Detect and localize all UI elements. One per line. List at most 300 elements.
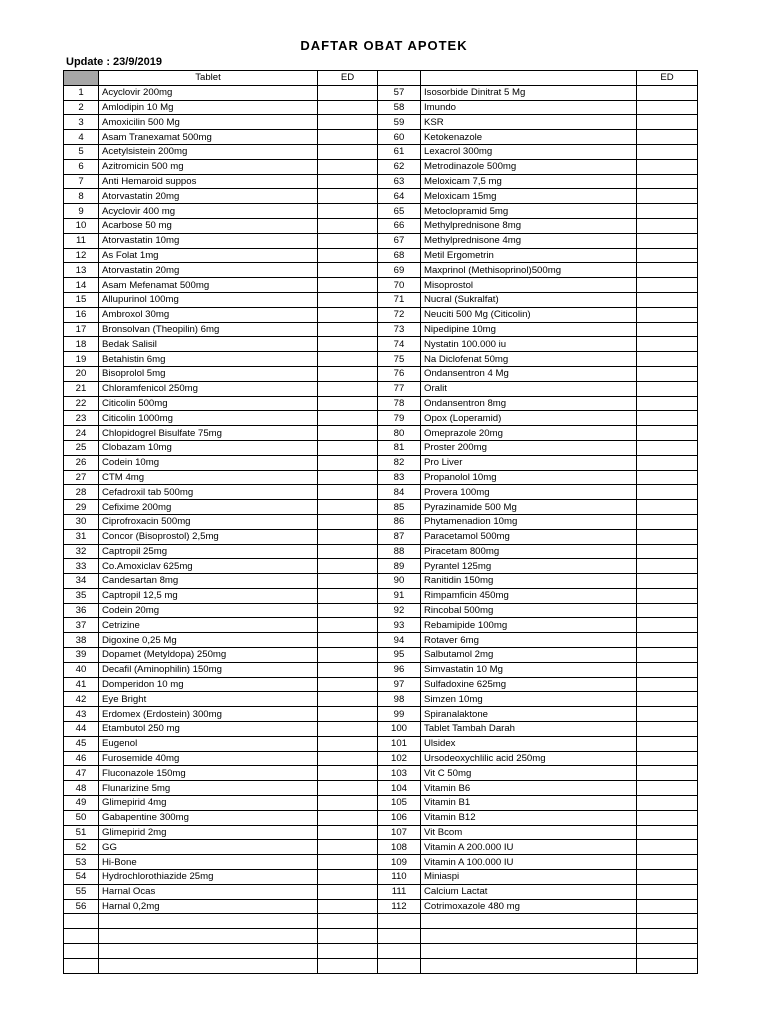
ed-cell — [637, 130, 698, 145]
table-row — [64, 85, 698, 100]
medicine-name: Acarbose 50 mg — [99, 218, 318, 233]
ed-cell — [637, 159, 698, 174]
row-number: 2 — [64, 100, 99, 115]
empty-cell — [421, 929, 637, 944]
medicine-name: Bisoprolol 5mg — [99, 366, 318, 381]
medicine-name: KSR — [421, 115, 637, 130]
ed-cell — [318, 366, 378, 381]
empty-cell — [99, 914, 318, 929]
table-row — [64, 588, 698, 603]
medicine-name: Rincobal 500mg — [421, 603, 637, 618]
ed-cell — [318, 736, 378, 751]
medicine-name: Betahistin 6mg — [99, 352, 318, 367]
row-number: 53 — [64, 855, 99, 870]
row-number: 82 — [378, 455, 421, 470]
medicine-name: Clobazam 10mg — [99, 440, 318, 455]
empty-row — [64, 929, 698, 944]
medicine-name: Gabapentine 300mg — [99, 810, 318, 825]
table-row — [64, 662, 698, 677]
medicine-name: Misoprostol — [421, 278, 637, 293]
medicine-name: Sulfadoxine 625mg — [421, 677, 637, 692]
ed-cell — [318, 485, 378, 500]
empty-row — [64, 944, 698, 959]
ed-cell — [637, 692, 698, 707]
ed-cell — [318, 707, 378, 722]
empty-cell — [378, 914, 421, 929]
row-number: 31 — [64, 529, 99, 544]
ed-cell — [637, 426, 698, 441]
ed-cell — [318, 100, 378, 115]
ed-cell — [318, 455, 378, 470]
medicine-name: Nystatin 100.000 iu — [421, 337, 637, 352]
table-row — [64, 278, 698, 293]
empty-cell — [318, 929, 378, 944]
row-number: 11 — [64, 233, 99, 248]
table-row — [64, 204, 698, 219]
medicine-name: Simvastatin 10 Mg — [421, 662, 637, 677]
row-number: 18 — [64, 337, 99, 352]
ed-cell — [318, 618, 378, 633]
medicine-name: Anti Hemaroid suppos — [99, 174, 318, 189]
ed-cell — [637, 307, 698, 322]
ed-cell — [318, 722, 378, 737]
ed-cell — [318, 870, 378, 885]
medicine-name: Meloxicam 7,5 mg — [421, 174, 637, 189]
row-number: 76 — [378, 366, 421, 381]
empty-row — [64, 914, 698, 929]
medicine-name: Miniaspi — [421, 870, 637, 885]
medicine-name: Erdomex (Erdostein) 300mg — [99, 707, 318, 722]
medicine-name: Candesartan 8mg — [99, 574, 318, 589]
empty-cell — [99, 929, 318, 944]
medicine-name: Harnal 0,2mg — [99, 899, 318, 914]
row-number: 84 — [378, 485, 421, 500]
row-number: 100 — [378, 722, 421, 737]
ed-cell — [318, 884, 378, 899]
medicine-name: Ketokenazole — [421, 130, 637, 145]
empty-cell — [637, 914, 698, 929]
medicine-name: Proster 200mg — [421, 440, 637, 455]
medicine-name: Neuciti 500 Mg (Citicolin) — [421, 307, 637, 322]
row-number: 39 — [64, 648, 99, 663]
ed-cell — [637, 174, 698, 189]
medicine-name: Atorvastatin 20mg — [99, 189, 318, 204]
ed-cell — [637, 781, 698, 796]
header-tablet: Tablet — [99, 71, 318, 86]
table-row — [64, 144, 698, 159]
medicine-name: Vit C 50mg — [421, 766, 637, 781]
ed-cell — [637, 840, 698, 855]
table-row — [64, 810, 698, 825]
ed-cell — [637, 870, 698, 885]
row-number: 70 — [378, 278, 421, 293]
table-row — [64, 292, 698, 307]
ed-cell — [318, 337, 378, 352]
medicine-name: Acyclovir 400 mg — [99, 204, 318, 219]
table-body — [64, 85, 698, 973]
medicine-name: Opox (Loperamid) — [421, 411, 637, 426]
ed-cell — [637, 85, 698, 100]
row-number: 87 — [378, 529, 421, 544]
ed-cell — [318, 514, 378, 529]
row-number: 35 — [64, 588, 99, 603]
ed-cell — [318, 218, 378, 233]
ed-cell — [637, 248, 698, 263]
ed-cell — [318, 159, 378, 174]
ed-cell — [637, 411, 698, 426]
row-number: 97 — [378, 677, 421, 692]
row-number: 75 — [378, 352, 421, 367]
ed-cell — [318, 352, 378, 367]
medicine-name: Salbutamol 2mg — [421, 648, 637, 663]
table-row — [64, 855, 698, 870]
ed-cell — [637, 204, 698, 219]
medicine-name: Atorvastatin 10mg — [99, 233, 318, 248]
empty-cell — [64, 944, 99, 959]
row-number: 99 — [378, 707, 421, 722]
table-row — [64, 455, 698, 470]
medicine-name: Citicolin 1000mg — [99, 411, 318, 426]
medicine-name: Calcium Lactat — [421, 884, 637, 899]
medicine-name: Azitromicin 500 mg — [99, 159, 318, 174]
ed-cell — [637, 470, 698, 485]
row-number: 22 — [64, 396, 99, 411]
table-row — [64, 840, 698, 855]
medicine-name: Ondansentron 8mg — [421, 396, 637, 411]
table-row — [64, 514, 698, 529]
table-row — [64, 529, 698, 544]
row-number: 71 — [378, 292, 421, 307]
empty-cell — [637, 944, 698, 959]
table-row — [64, 781, 698, 796]
row-number: 81 — [378, 440, 421, 455]
table-row — [64, 411, 698, 426]
ed-cell — [637, 796, 698, 811]
row-number: 33 — [64, 559, 99, 574]
row-number: 94 — [378, 633, 421, 648]
ed-cell — [318, 426, 378, 441]
row-number: 77 — [378, 381, 421, 396]
ed-cell — [318, 278, 378, 293]
medicine-name: Pro Liver — [421, 455, 637, 470]
row-number: 88 — [378, 544, 421, 559]
empty-cell — [421, 914, 637, 929]
medicine-name: Paracetamol 500mg — [421, 529, 637, 544]
medicine-name: Nipedipine 10mg — [421, 322, 637, 337]
medicine-name: Acetylsistein 200mg — [99, 144, 318, 159]
empty-cell — [637, 929, 698, 944]
row-number: 13 — [64, 263, 99, 278]
row-number: 106 — [378, 810, 421, 825]
medicine-name: Lexacrol 300mg — [421, 144, 637, 159]
ed-cell — [637, 337, 698, 352]
row-number: 91 — [378, 588, 421, 603]
medicine-name: Nucral (Sukralfat) — [421, 292, 637, 307]
medicine-name: Citicolin 500mg — [99, 396, 318, 411]
row-number: 9 — [64, 204, 99, 219]
ed-cell — [318, 189, 378, 204]
row-number: 45 — [64, 736, 99, 751]
ed-cell — [637, 544, 698, 559]
row-number: 103 — [378, 766, 421, 781]
medicine-name: Metrodinazole 500mg — [421, 159, 637, 174]
medicine-name: Cetrizine — [99, 618, 318, 633]
row-number: 1 — [64, 85, 99, 100]
medicine-name: Cefadroxil tab 500mg — [99, 485, 318, 500]
medicine-name: Chlopidogrel Bisulfate 75mg — [99, 426, 318, 441]
row-number: 61 — [378, 144, 421, 159]
medicine-name: Flunarizine 5mg — [99, 781, 318, 796]
row-number: 57 — [378, 85, 421, 100]
row-number: 15 — [64, 292, 99, 307]
medicine-name: Maxprinol (Methisoprinol)500mg — [421, 263, 637, 278]
empty-cell — [318, 958, 378, 973]
medicine-name: Tablet Tambah Darah — [421, 722, 637, 737]
row-number: 7 — [64, 174, 99, 189]
ed-cell — [318, 781, 378, 796]
row-number: 64 — [378, 189, 421, 204]
medicine-name: Vitamin B1 — [421, 796, 637, 811]
row-number: 19 — [64, 352, 99, 367]
medicine-name: Vitamin A 100.000 IU — [421, 855, 637, 870]
medicine-name: GG — [99, 840, 318, 855]
ed-cell — [637, 736, 698, 751]
ed-cell — [318, 751, 378, 766]
table-row — [64, 500, 698, 515]
medicine-name: Spiranalaktone — [421, 707, 637, 722]
row-number: 79 — [378, 411, 421, 426]
ed-cell — [637, 722, 698, 737]
table-header-row — [64, 71, 698, 86]
table-row — [64, 426, 698, 441]
row-number: 46 — [64, 751, 99, 766]
table-row — [64, 100, 698, 115]
ed-cell — [318, 766, 378, 781]
medicine-name: Codein 20mg — [99, 603, 318, 618]
ed-cell — [637, 366, 698, 381]
ed-cell — [318, 115, 378, 130]
ed-cell — [318, 529, 378, 544]
ed-cell — [318, 633, 378, 648]
ed-cell — [637, 574, 698, 589]
row-number: 25 — [64, 440, 99, 455]
ed-cell — [637, 884, 698, 899]
row-number: 111 — [378, 884, 421, 899]
medicine-name: Ursodeoxychlilic acid 250mg — [421, 751, 637, 766]
table-row — [64, 677, 698, 692]
medicine-name: Ciprofroxacin 500mg — [99, 514, 318, 529]
table-row — [64, 796, 698, 811]
medicine-name: Harnal Ocas — [99, 884, 318, 899]
medicine-name: Cotrimoxazole 480 mg — [421, 899, 637, 914]
row-number: 85 — [378, 500, 421, 515]
row-number: 32 — [64, 544, 99, 559]
row-number: 78 — [378, 396, 421, 411]
empty-cell — [378, 929, 421, 944]
row-number: 34 — [64, 574, 99, 589]
medicine-name: Domperidon 10 mg — [99, 677, 318, 692]
table-row — [64, 766, 698, 781]
ed-cell — [318, 263, 378, 278]
table-row — [64, 736, 698, 751]
ed-cell — [637, 514, 698, 529]
ed-cell — [637, 381, 698, 396]
header-number-cell — [64, 71, 99, 86]
medicine-name: Asam Tranexamat 500mg — [99, 130, 318, 145]
ed-cell — [637, 218, 698, 233]
empty-cell — [99, 944, 318, 959]
row-number: 44 — [64, 722, 99, 737]
row-number: 5 — [64, 144, 99, 159]
ed-cell — [318, 588, 378, 603]
row-number: 109 — [378, 855, 421, 870]
row-number: 80 — [378, 426, 421, 441]
medicine-name: Ulsidex — [421, 736, 637, 751]
table-row — [64, 559, 698, 574]
table-row — [64, 870, 698, 885]
medicine-name: Furosemide 40mg — [99, 751, 318, 766]
medicine-name: Metil Ergometrin — [421, 248, 637, 263]
ed-cell — [637, 396, 698, 411]
row-number: 4 — [64, 130, 99, 145]
row-number: 20 — [64, 366, 99, 381]
update-date: Update : 23/9/2019 — [66, 56, 162, 68]
row-number: 16 — [64, 307, 99, 322]
header-ed-left: ED — [318, 71, 378, 86]
row-number: 93 — [378, 618, 421, 633]
medicine-name: Na Diclofenat 50mg — [421, 352, 637, 367]
ed-cell — [637, 455, 698, 470]
table-row — [64, 381, 698, 396]
ed-cell — [637, 100, 698, 115]
header-ed-right: ED — [637, 71, 698, 86]
ed-cell — [637, 233, 698, 248]
row-number: 56 — [64, 899, 99, 914]
medicine-name: Vitamin A 200.000 IU — [421, 840, 637, 855]
ed-cell — [318, 574, 378, 589]
table-row — [64, 485, 698, 500]
medicine-name: Methylprednisone 4mg — [421, 233, 637, 248]
medicine-name: Allupurinol 100mg — [99, 292, 318, 307]
empty-cell — [64, 929, 99, 944]
ed-cell — [637, 825, 698, 840]
empty-cell — [64, 914, 99, 929]
row-number: 68 — [378, 248, 421, 263]
ed-cell — [318, 810, 378, 825]
row-number: 51 — [64, 825, 99, 840]
row-number: 69 — [378, 263, 421, 278]
row-number: 43 — [64, 707, 99, 722]
ed-cell — [318, 322, 378, 337]
row-number: 8 — [64, 189, 99, 204]
table-row — [64, 707, 698, 722]
row-number: 74 — [378, 337, 421, 352]
row-number: 42 — [64, 692, 99, 707]
ed-cell — [637, 144, 698, 159]
ed-cell — [318, 292, 378, 307]
ed-cell — [637, 751, 698, 766]
ed-cell — [637, 292, 698, 307]
row-number: 102 — [378, 751, 421, 766]
medicine-name: Captropil 12,5 mg — [99, 588, 318, 603]
row-number: 105 — [378, 796, 421, 811]
table-row — [64, 396, 698, 411]
row-number: 96 — [378, 662, 421, 677]
ed-cell — [637, 559, 698, 574]
medicine-name: Metoclopramid 5mg — [421, 204, 637, 219]
row-number: 98 — [378, 692, 421, 707]
ed-cell — [318, 559, 378, 574]
ed-cell — [318, 248, 378, 263]
ed-cell — [318, 130, 378, 145]
medicine-name: Ambroxol 30mg — [99, 307, 318, 322]
medicine-name: Ranitidin 150mg — [421, 574, 637, 589]
empty-cell — [64, 958, 99, 973]
ed-cell — [318, 692, 378, 707]
ed-cell — [318, 85, 378, 100]
medicine-name: Codein 10mg — [99, 455, 318, 470]
row-number: 65 — [378, 204, 421, 219]
ed-cell — [637, 263, 698, 278]
row-number: 24 — [64, 426, 99, 441]
medicine-name: Glimepirid 2mg — [99, 825, 318, 840]
ed-cell — [637, 707, 698, 722]
ed-cell — [637, 899, 698, 914]
ed-cell — [318, 899, 378, 914]
ed-cell — [318, 174, 378, 189]
medicine-name: Methylprednisone 8mg — [421, 218, 637, 233]
medicine-name: Cefixime 200mg — [99, 500, 318, 515]
medicine-name: Concor (Bisoprostol) 2,5mg — [99, 529, 318, 544]
row-number: 60 — [378, 130, 421, 145]
ed-cell — [318, 796, 378, 811]
table-row — [64, 352, 698, 367]
medicine-name: Fluconazole 150mg — [99, 766, 318, 781]
ed-cell — [637, 322, 698, 337]
ed-cell — [318, 648, 378, 663]
row-number: 62 — [378, 159, 421, 174]
ed-cell — [318, 307, 378, 322]
table-row — [64, 544, 698, 559]
medicine-name: Phytamenadion 10mg — [421, 514, 637, 529]
row-number: 108 — [378, 840, 421, 855]
empty-cell — [421, 958, 637, 973]
table-row — [64, 248, 698, 263]
row-number: 21 — [64, 381, 99, 396]
row-number: 17 — [64, 322, 99, 337]
table-row — [64, 603, 698, 618]
empty-cell — [378, 944, 421, 959]
row-number: 14 — [64, 278, 99, 293]
table-row — [64, 722, 698, 737]
header-name-right — [421, 71, 637, 86]
ed-cell — [318, 470, 378, 485]
ed-cell — [318, 144, 378, 159]
table-row — [64, 115, 698, 130]
table-row — [64, 633, 698, 648]
medicine-name: Propanolol 10mg — [421, 470, 637, 485]
medicine-name: Hi-Bone — [99, 855, 318, 870]
ed-cell — [637, 115, 698, 130]
medicine-name: Vitamin B12 — [421, 810, 637, 825]
ed-cell — [318, 411, 378, 426]
row-number: 83 — [378, 470, 421, 485]
row-number: 6 — [64, 159, 99, 174]
medicine-name: Omeprazole 20mg — [421, 426, 637, 441]
ed-cell — [637, 662, 698, 677]
row-number: 72 — [378, 307, 421, 322]
medicine-name: Bedak Salisil — [99, 337, 318, 352]
